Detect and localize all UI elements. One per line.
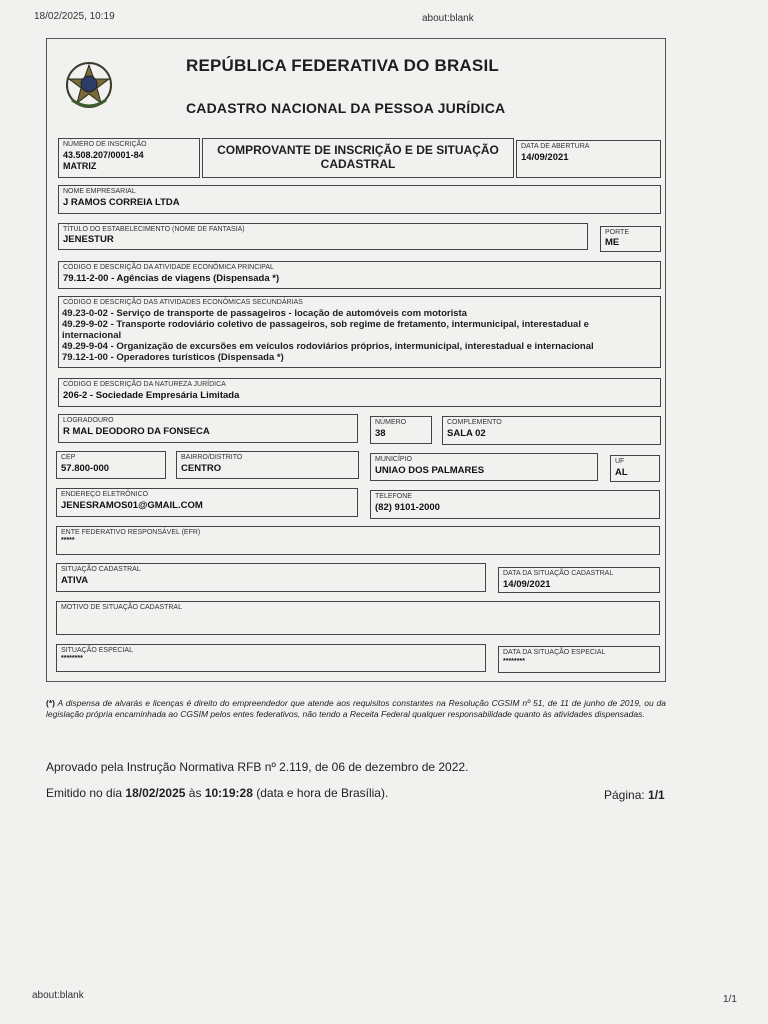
abertura-box [516, 140, 661, 178]
titulo-label: TÍTULO DO ESTABELECIMENTO (NOME DE FANTASIA) [63, 226, 245, 233]
data-situacao-especial-label: DATA DA SITUAÇÃO ESPECIAL [503, 649, 606, 656]
efr-label: ENTE FEDERATIVO RESPONSÁVEL (EFR) [61, 529, 201, 536]
uf-box [610, 455, 660, 482]
email-value: JENESRAMOS01@GMAIL.COM [61, 500, 203, 511]
data-situacao-especial-value: ******** [503, 658, 525, 665]
numero-label: NÚMERO [375, 419, 407, 426]
cep-box [56, 451, 166, 479]
dispensa-note [46, 698, 666, 720]
emitido-text [46, 786, 388, 800]
atividades-secundarias-label: CÓDIGO E DESCRIÇÃO DAS ATIVIDADES ECONÔMICAS SECUNDÁRIAS [63, 299, 303, 306]
inscricao-value: 43.508.207/0001-84 [63, 150, 144, 160]
efr-value: ***** [61, 537, 75, 544]
uf-label: UF [615, 458, 625, 465]
nome-empresarial-value: J RAMOS CORREIA LTDA [63, 197, 180, 208]
complemento-value: SALA 02 [447, 428, 486, 439]
porte-value: ME [605, 237, 620, 248]
data-situacao-especial-box [498, 646, 660, 673]
complemento-box [442, 416, 661, 445]
emitido-date: 18/02/2025 [125, 786, 186, 800]
porte-label: PORTE [605, 229, 629, 236]
pagina-label: Página: [604, 788, 645, 802]
print-page-title: about:blank [422, 13, 474, 24]
atividade-secundaria-item: 49.23-0-02 - Serviço de transporte de passageiros - locação de automóveis com motorista [62, 308, 467, 319]
doc-title: REPÚBLICA FEDERATIVA DO BRASIL [186, 56, 499, 75]
motivo-box [56, 601, 660, 635]
inscricao-tipo: MATRIZ [63, 161, 97, 171]
note-mark: (*) [46, 698, 55, 708]
atividade-principal-value: 79.11-2-00 - Agências de viagens (Dispensada *) [63, 273, 280, 284]
situacao-label: SITUAÇÃO CADASTRAL [61, 566, 141, 573]
data-situacao-box [498, 567, 660, 593]
telefone-label: TELEFONE [375, 493, 412, 500]
situacao-especial-box [56, 644, 486, 672]
situacao-value: ATIVA [61, 575, 89, 586]
numero-value: 38 [375, 428, 386, 439]
complemento-label: COMPLEMENTO [447, 419, 502, 426]
municipio-box [370, 453, 598, 481]
pagina-text [604, 788, 665, 802]
porte-box [600, 226, 661, 252]
atividade-principal-label: CÓDIGO E DESCRIÇÃO DA ATIVIDADE ECONÔMICA PRINCIPAL [63, 264, 274, 271]
atividade-secundaria-item: 79.12-1-00 - Operadores turísticos (Dispensada *) [62, 352, 284, 363]
note-text: A dispensa de alvarás e licenças é direito do empreendedor que atende aos requisitos constantes na Resolução CGSIM nº 51, de 11 de junho de 2019, ou da legislação própria encaminhada ao CGSIM pelos entes federativos, não tendo a Receita Federal qualquer responsabilidade quanto às atividades dispensadas. [46, 698, 667, 719]
comprovante-box [202, 138, 514, 178]
situacao-especial-label: SITUAÇÃO ESPECIAL [61, 647, 133, 654]
data-situacao-value: 14/09/2021 [503, 579, 551, 590]
nome-empresarial-box [58, 185, 661, 214]
emitido-time: 10:19:28 [204, 786, 253, 800]
coat-of-arms-icon [64, 60, 114, 110]
print-page-count: 1/1 [723, 994, 737, 1005]
cep-label: CEP [61, 454, 76, 461]
bairro-box [176, 451, 359, 479]
atividades-secundarias-box [58, 296, 661, 368]
municipio-value: UNIAO DOS PALMARES [375, 465, 485, 476]
situacao-box [56, 563, 486, 592]
emitido-mid: às [188, 786, 202, 800]
uf-value: AL [615, 467, 628, 478]
motivo-label: MOTIVO DE SITUAÇÃO CADASTRAL [61, 604, 182, 611]
municipio-label: MUNICÍPIO [375, 456, 412, 463]
abertura-label: DATA DE ABERTURA [521, 143, 590, 150]
cep-value: 57.800-000 [61, 463, 110, 474]
emitido-prefix: Emitido no dia [46, 786, 123, 800]
atividade-principal-box [58, 261, 661, 289]
atividade-secundaria-item: internacional [62, 330, 122, 341]
telefone-value: (82) 9101-2000 [375, 502, 440, 513]
logradouro-value: R MAL DEODORO DA FONSECA [63, 426, 210, 437]
comprovante-line1: COMPROVANTE DE INSCRIÇÃO E DE SITUAÇÃO [217, 143, 499, 157]
natureza-value: 206-2 - Sociedade Empresária Limitada [63, 390, 240, 401]
inscricao-label: NÚMERO DE INSCRIÇÃO [63, 141, 147, 148]
email-box [56, 488, 358, 517]
natureza-label: CÓDIGO E DESCRIÇÃO DA NATUREZA JURÍDICA [63, 381, 226, 388]
efr-box [56, 526, 660, 555]
print-datetime: 18/02/2025, 10:19 [34, 11, 115, 22]
situacao-especial-value: ******** [61, 655, 83, 662]
logradouro-box [58, 414, 358, 443]
data-situacao-label: DATA DA SITUAÇÃO CADASTRAL [503, 570, 614, 577]
natureza-box [58, 378, 661, 407]
abertura-value: 14/09/2021 [521, 152, 569, 163]
inscricao-box [58, 138, 200, 178]
bairro-value: CENTRO [181, 463, 222, 474]
titulo-box [58, 223, 588, 250]
titulo-value: JENESTUR [63, 234, 114, 245]
aprovado-text: Aprovado pela Instrução Normativa RFB nº 2.119, de 06 de dezembro de 2022. [46, 760, 469, 774]
pagina-value: 1/1 [648, 788, 665, 802]
telefone-box [370, 490, 660, 519]
emitido-suffix: (data e hora de Brasília). [256, 786, 389, 800]
doc-subtitle: CADASTRO NACIONAL DA PESSOA JURÍDICA [186, 100, 506, 116]
nome-empresarial-label: NOME EMPRESARIAL [63, 188, 136, 195]
email-label: ENDEREÇO ELETRÔNICO [61, 491, 149, 498]
print-url: about:blank [32, 990, 84, 1001]
bairro-label: BAIRRO/DISTRITO [181, 454, 243, 461]
atividade-secundaria-item: 49.29-9-04 - Organização de excursões em veículos rodoviários próprios, intermunicipal, interestadual e internacional [62, 341, 594, 352]
logradouro-label: LOGRADOURO [63, 417, 114, 424]
comprovante-line2: CADASTRAL [320, 157, 396, 171]
atividade-secundaria-item: 49.29-9-02 - Transporte rodoviário coletivo de passageiros, sob regime de fretamento, intermunicipal, interestadual e [62, 319, 589, 330]
numero-box [370, 416, 432, 444]
